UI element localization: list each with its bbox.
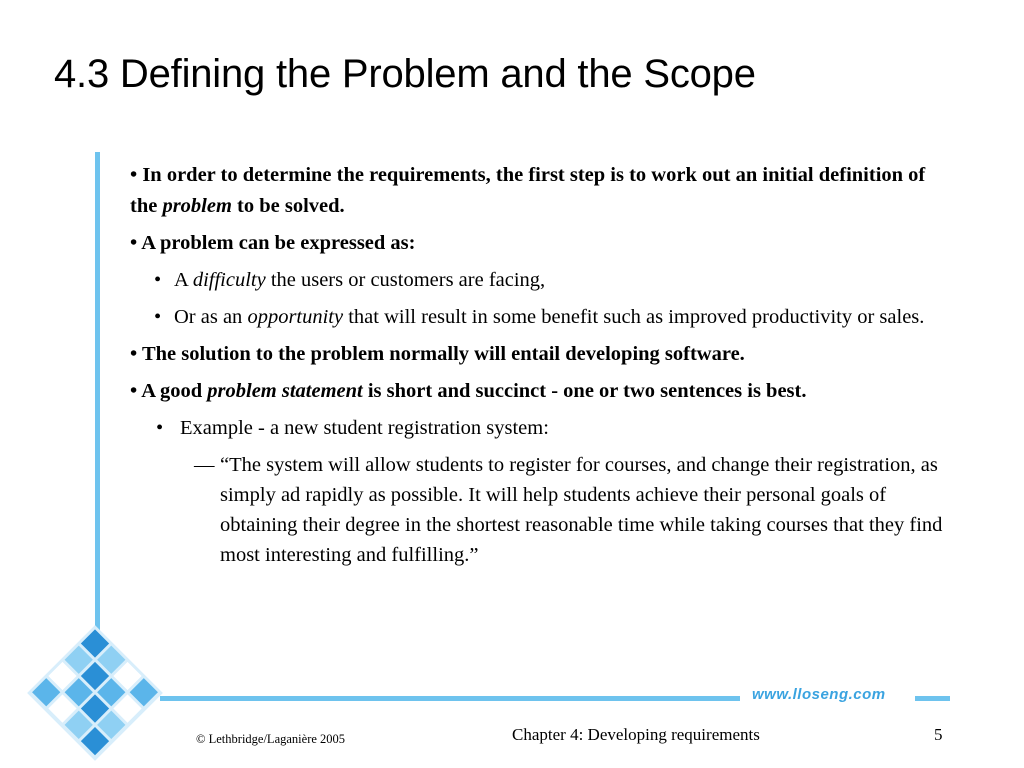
quote-text: “The system will allow students to register for courses, and change their registration, as simply ad rapidly as possible. It will help students achieve their personal goals of obtaining their degree in the shortest reasonable time while taking courses that they find most interesting and fulfilling.”	[220, 454, 943, 566]
bullet-marker: •	[154, 269, 162, 291]
bullet-item	[130, 339, 950, 370]
bullet-marker: •	[130, 164, 138, 186]
decorative-tile-graphic	[20, 618, 170, 768]
emphasis-text: problem statement	[207, 380, 363, 402]
bullet-text: the users or customers are facing,	[270, 269, 546, 291]
emphasis-text: opportunity	[247, 306, 344, 328]
bullet-marker: •	[154, 306, 162, 328]
emphasis-text: difficulty	[192, 269, 266, 291]
sub-bullet-item	[130, 413, 950, 444]
sub-bullet-item	[130, 265, 950, 296]
vertical-accent-bar	[95, 152, 100, 692]
bullet-item	[130, 160, 950, 222]
bottom-accent-bar	[160, 696, 740, 701]
bullet-marker: •	[130, 232, 138, 254]
quote-item	[130, 450, 950, 570]
bullet-item	[130, 376, 950, 407]
copyright-text: © Lethbridge/Laganière 2005	[196, 732, 346, 746]
bullet-text: to be solved.	[237, 195, 345, 217]
bullet-text: In order to determine the requirements, the first step is to work out an initial definition of the	[130, 164, 926, 217]
page-number: 5	[934, 725, 943, 744]
slide-title: 4.3 Defining the Problem and the Scope	[54, 52, 756, 96]
bullet-text: A problem can be expressed as:	[141, 232, 416, 254]
website-logo-text: www.lloseng.com	[752, 686, 886, 703]
bullet-marker: •	[156, 417, 164, 439]
bullet-text: that will result in some benefit such as improved productivity or sales.	[348, 306, 925, 328]
bullet-marker: •	[130, 343, 138, 365]
slide-body	[130, 160, 950, 570]
bullet-text: Or as an	[174, 306, 243, 328]
sub-bullet-item	[130, 302, 950, 333]
bullet-marker: •	[130, 380, 138, 402]
bullet-text: A good	[141, 380, 203, 402]
bullet-text: Example - a new student registration system:	[180, 417, 549, 439]
bullet-text: A	[174, 269, 188, 291]
dash-marker: —	[194, 454, 215, 476]
bottom-accent-bar-right	[915, 696, 950, 701]
bullet-text: The solution to the problem normally will entail developing software.	[141, 343, 745, 365]
emphasis-text: problem	[162, 195, 232, 217]
bullet-text: is short and succinct - one or two sentences is best.	[367, 380, 807, 402]
chapter-title: Chapter 4: Developing requirements	[512, 725, 760, 744]
bullet-item	[130, 228, 950, 259]
